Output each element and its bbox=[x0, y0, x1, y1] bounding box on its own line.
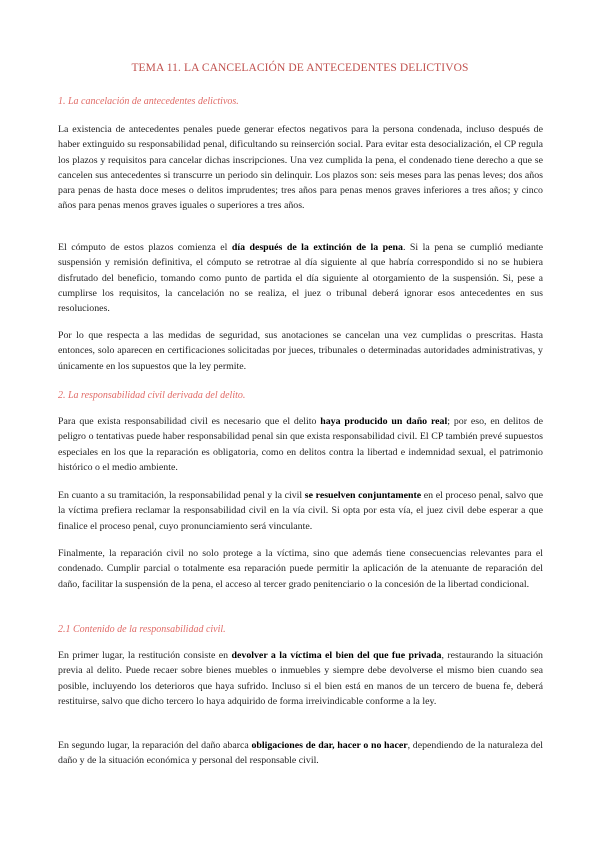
bold-span: día después de la extinción de la pena bbox=[231, 242, 403, 253]
text-span: en el proceso penal, salvo que la víctima prefiera reclamar la responsabilidad civil en la vía civil. Si opta por esta vía, el juez civil debe esperar a que finalice el proceso penal, cuyo pronunciamiento será vinculante. bbox=[58, 490, 543, 532]
section-1-paragraph-2 bbox=[58, 240, 543, 316]
text-span: En segundo lugar, la reparación del daño abarca bbox=[58, 740, 252, 751]
section-1-paragraph-3: Por lo que respecta a las medidas de seguridad, sus anotaciones se cancelan una vez cumplidas o prescritas. Hasta entonces, solo aparecen en certificaciones solicitadas por jueces, tribunales o determinadas autoridades administrativas, y únicamente en los supuestos que la ley permite. bbox=[58, 330, 543, 372]
section-1-paragraph-1: La existencia de antecedentes penales puede generar efectos negativos para la persona condenada, incluso después de haber extinguido su responsabilidad penal, dificultando su reinserción social. Para evitar esta desocialización, el CP regula los plazos y requisitos para cancelar dichas inscripciones. Una vez cumplida la pena, el condenado tiene derecho a que se cancelen sus antecedentes si transcurre un periodo sin delinquir. Los plazos son: seis meses para las penas leves; dos años para penas de hasta doce meses o delitos imprudentes; tres años para penas menos graves inferiores a tres años; y cinco años para penas menos graves iguales o superiores a tres años. bbox=[58, 124, 543, 212]
section-2-paragraph-1 bbox=[58, 414, 543, 475]
bold-span: obligaciones de dar, hacer o no hacer bbox=[251, 740, 408, 751]
bold-span: devolver a la víctima el bien del que fue privada bbox=[231, 650, 442, 661]
bold-span: se resuelven conjuntamente bbox=[304, 490, 422, 501]
text-span: En primer lugar, la restitución consiste en bbox=[58, 650, 232, 661]
section-1-heading: 1. La cancelación de antecedentes delictivos. bbox=[58, 96, 239, 107]
section-2-1-heading: 2.1 Contenido de la responsabilidad civil. bbox=[58, 624, 226, 635]
section-2-1-paragraph-2 bbox=[58, 738, 543, 769]
section-2-1-paragraph-1 bbox=[58, 648, 543, 709]
text-span: ; por eso, en delitos de peligro o tentativas puede haber responsabilidad penal sin que exista responsabilidad civil. El CP también prevé supuestos especiales en los que la reparación es obligatoria, como en delitos contra la libertad e indemnidad sexual, el patrimonio histórico o el medio ambiente. bbox=[58, 416, 544, 473]
text-span: , restaurando la situación previa al delito. Puede recaer sobre bienes muebles o inmuebles y siempre debe devolverse el mismo bien cuando sea posible, incluyendo los deterioros que haya sufrido. Incluso si el bien está en manos de un tercero de buena fe, deberá restituirse, salvo que dicho tercero lo haya adquirido de forma irreivindicable conforme a la ley. bbox=[58, 650, 543, 707]
document-title: TEMA 11. LA CANCELACIÓN DE ANTECEDENTES DELICTIVOS bbox=[131, 62, 469, 74]
text-span: . Si la pena se cumplió mediante suspensión y remisión definitiva, el cómputo se retrotrae al día siguiente al que habría correspondido si no se hubiera disfrutado del beneficio, tomando como punto de partida el día siguiente al otorgamiento de la suspensión. Si, pese a cumplirse los requisitos, la cancelación no se realiza, el juez o tribunal deberá ignorar esos antecedentes en sus resoluciones. bbox=[58, 242, 544, 315]
text-span: Para que exista responsabilidad civil es necesario que el delito bbox=[58, 416, 321, 427]
text-span: En cuanto a su tramitación, la responsabilidad penal y la civil bbox=[58, 490, 305, 501]
section-2-heading: 2. La responsabilidad civil derivada del delito. bbox=[58, 390, 246, 401]
bold-span: haya producido un daño real bbox=[320, 416, 448, 427]
section-2-paragraph-3: Finalmente, la reparación civil no solo protege a la víctima, sino que además tiene consecuencias relevantes para el condenado. Cumplir parcial o totalmente esa reparación puede permitir la aplicación de la atenuante de reparación del daño, facilitar la suspensión de la pena, el acceso al tercer grado penitenciario o la concesión de la libertad condicional. bbox=[58, 548, 543, 590]
text-span: , dependiendo de la naturaleza del daño y de la situación económica y personal del responsable civil. bbox=[58, 740, 543, 767]
text-span: El cómputo de estos plazos comienza el bbox=[58, 242, 232, 253]
section-2-paragraph-2 bbox=[58, 488, 543, 534]
